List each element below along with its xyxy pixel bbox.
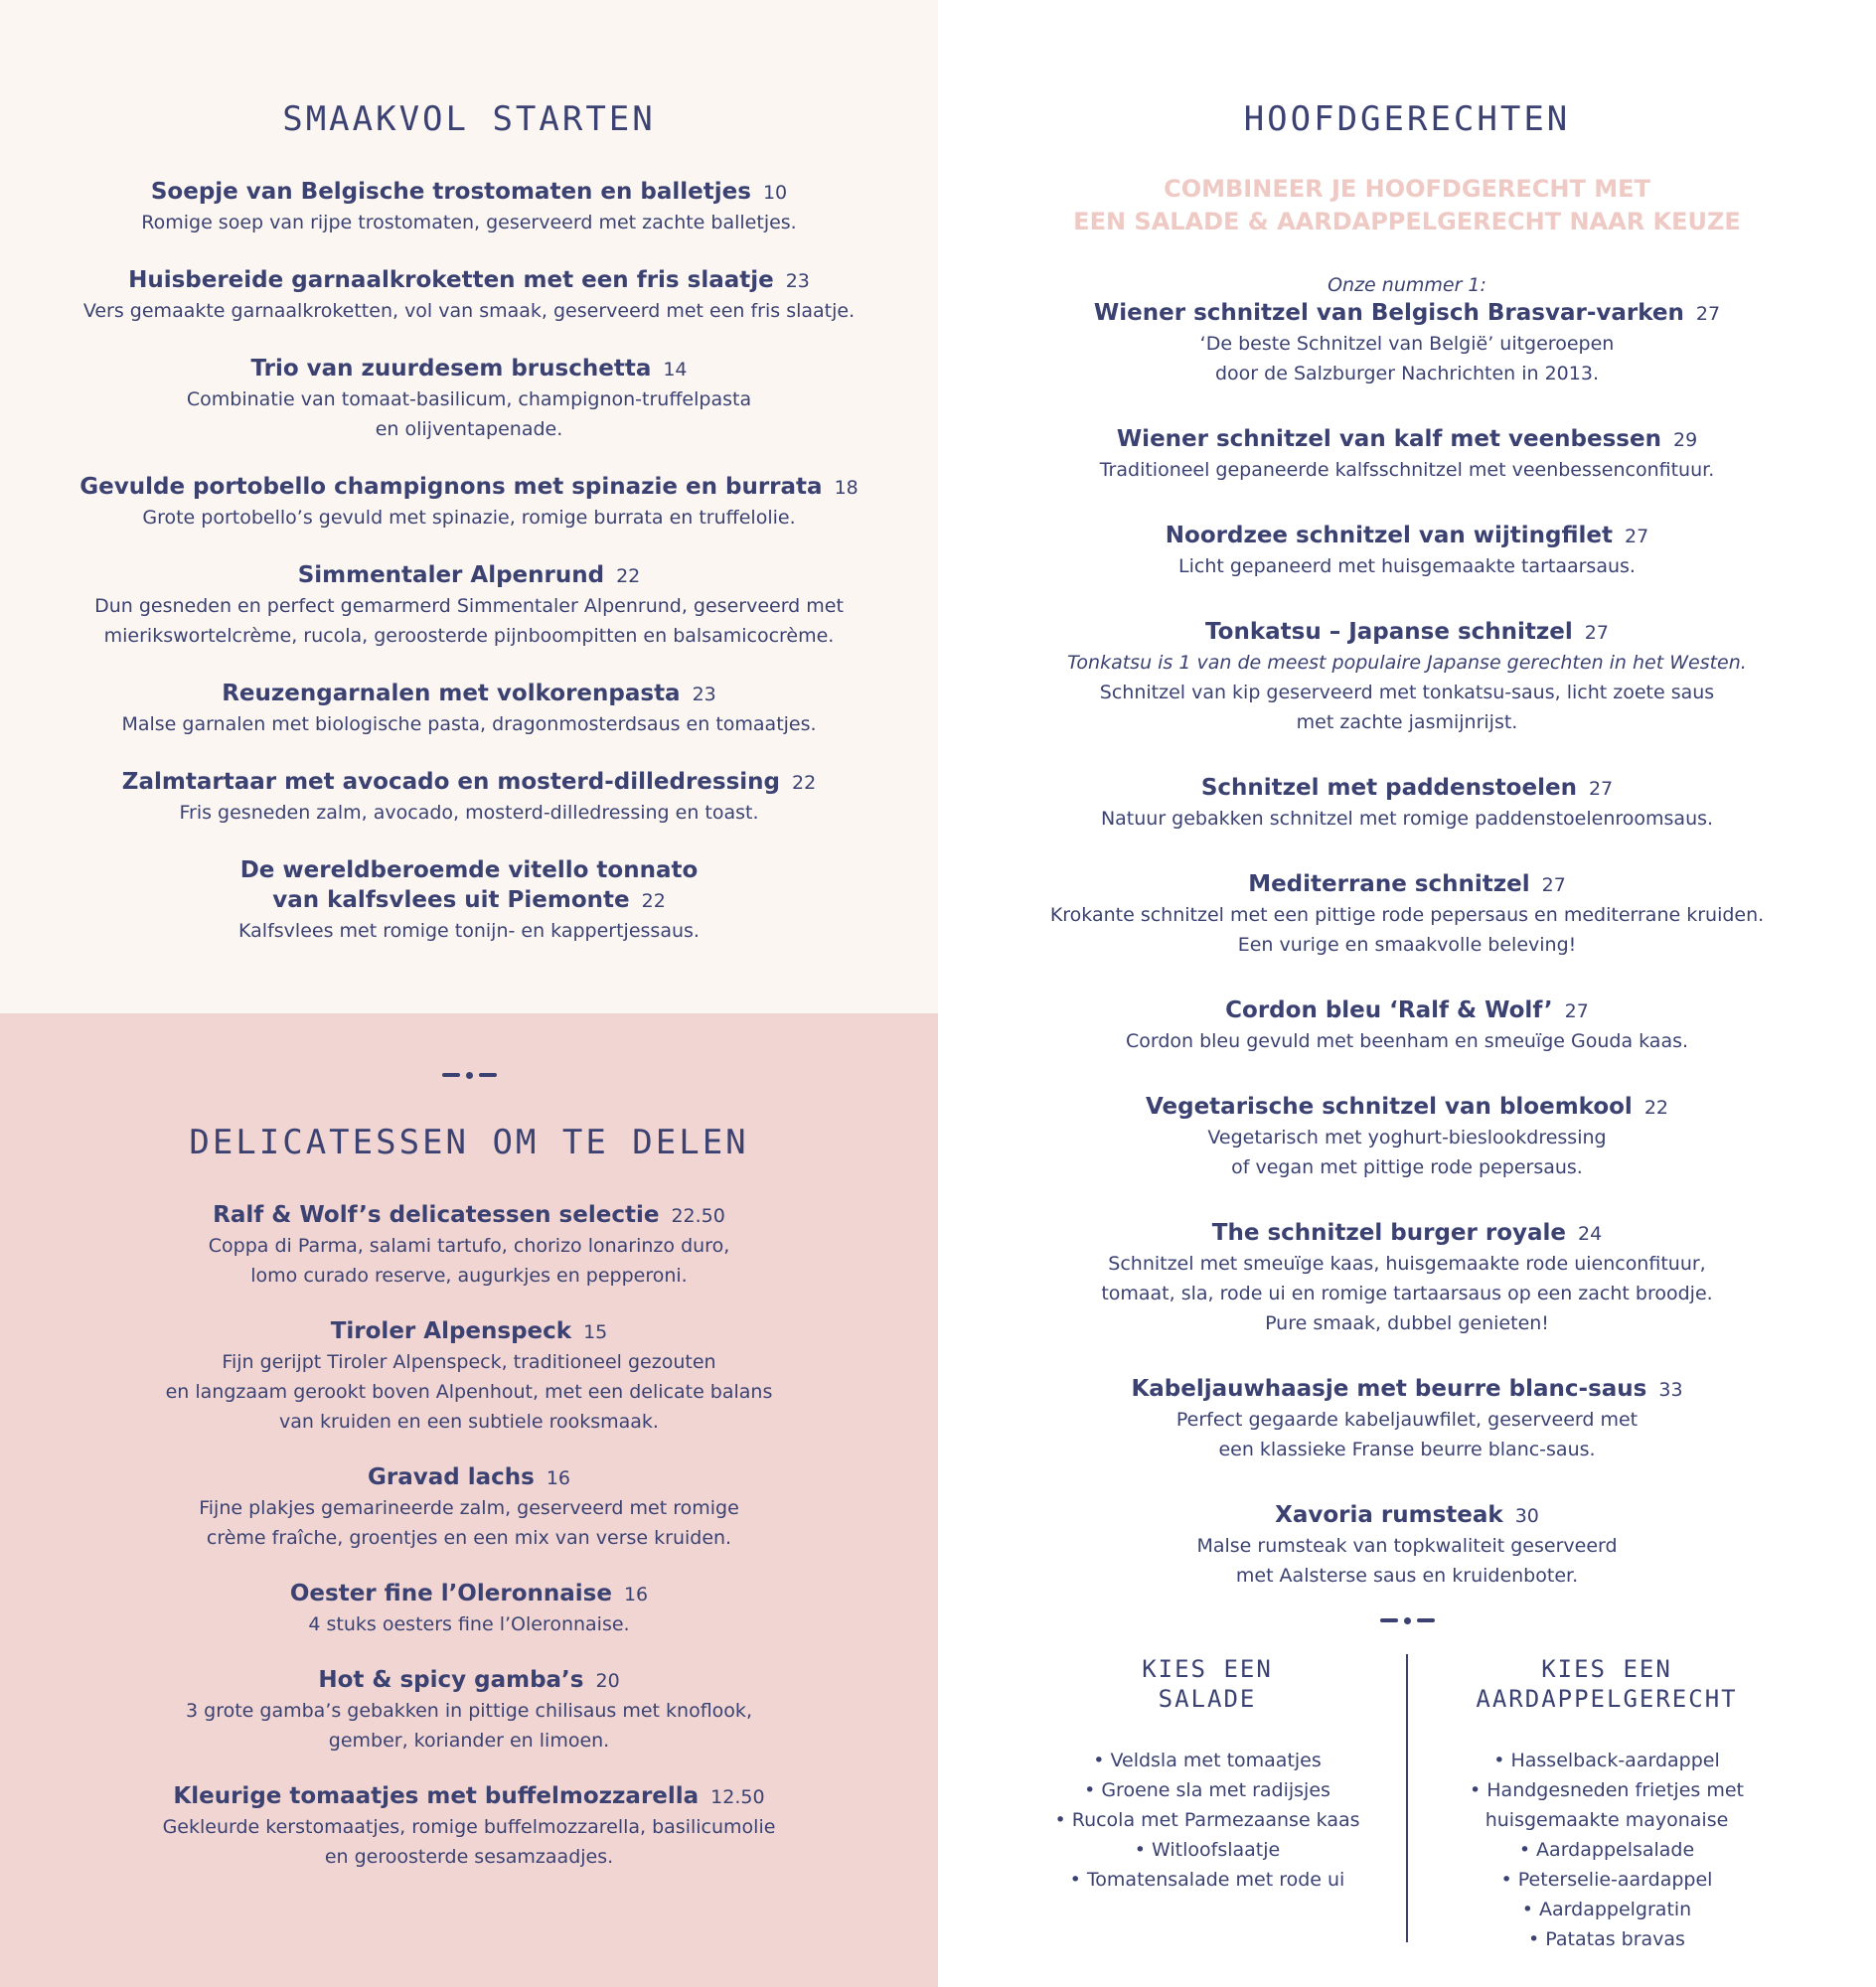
item-price: 22 bbox=[1643, 1097, 1669, 1119]
choice-title-line: SALADE bbox=[1158, 1685, 1257, 1713]
item-description: Fijn gerijpt Tiroler Alpenspeck, traditioneel gezouten bbox=[222, 1351, 716, 1373]
item-price: 27 bbox=[1695, 303, 1721, 325]
combine-notice bbox=[938, 173, 1876, 238]
item-note: Tonkatsu is 1 van de meest populaire Japanse gerechten in het Westen. bbox=[1067, 652, 1747, 674]
item-description: lomo curado reserve, augurkjes en pepperoni. bbox=[250, 1265, 688, 1287]
item-description: Fijne plakjes gemarineerde zalm, geserveerd met romige bbox=[199, 1497, 739, 1519]
list-item: • Handgesneden frietjes met bbox=[1470, 1779, 1744, 1801]
salad-list bbox=[1009, 1746, 1406, 1895]
item-description: 4 stuks oesters fine l’Oleronnaise. bbox=[308, 1613, 630, 1635]
item-name: The schnitzel burger royale 24 bbox=[1211, 1220, 1603, 1246]
item-name: Hot & spicy gamba’s 20 bbox=[318, 1667, 620, 1693]
list-item: • Groene sla met radijsjes bbox=[1084, 1779, 1330, 1801]
item-description: Romige soep van rijpe trostomaten, geserveerd met zachte balletjes. bbox=[141, 212, 797, 233]
menu-item bbox=[970, 773, 1844, 834]
item-description: Een vurige en smaakvolle beleving! bbox=[1237, 934, 1577, 956]
item-price: 24 bbox=[1578, 1223, 1603, 1245]
list-item: • Peterselie-aardappel bbox=[1500, 1869, 1713, 1891]
item-price: 27 bbox=[1564, 1000, 1589, 1022]
item-description: Licht gepaneerd met huisgemaakte tartaarsaus. bbox=[1178, 555, 1636, 577]
item-description: Combinatie van tomaat-basilicum, champignon-truffelpasta bbox=[186, 388, 752, 410]
ornament-dash bbox=[1380, 1618, 1398, 1622]
menu-item bbox=[32, 1781, 906, 1872]
item-description: Gekleurde kerstomaatjes, romige buffelmozzarella, basilicumolie bbox=[162, 1816, 776, 1838]
list-item: • Tomatensalade met rode ui bbox=[1069, 1869, 1345, 1891]
item-description: Malse garnalen met biologische pasta, dragonmosterdsaus en tomaatjes. bbox=[121, 713, 817, 735]
menu-item bbox=[32, 1462, 906, 1553]
item-price: 33 bbox=[1658, 1379, 1683, 1401]
menu-item bbox=[32, 679, 906, 739]
item-price: 16 bbox=[623, 1584, 649, 1605]
menu-item bbox=[970, 521, 1844, 581]
item-name: Kabeljauwhaasje met beurre blanc-saus 33 bbox=[1131, 1376, 1683, 1402]
item-name: Wiener schnitzel van Belgisch Brasvar-varken 27 bbox=[1093, 300, 1721, 326]
item-description: Natuur gebakken schnitzel met romige paddenstoelenroomsaus. bbox=[1100, 808, 1714, 830]
ornament-divider bbox=[938, 1610, 1876, 1630]
item-name: Zalmtartaar met avocado en mosterd-dilledressing 22 bbox=[121, 769, 817, 795]
item-description: gember, koriander en limoen. bbox=[328, 1730, 610, 1752]
item-description: en olijventapenade. bbox=[375, 418, 563, 440]
section-title: HOOFDGERECHTEN bbox=[1243, 99, 1571, 139]
choice-title-line: KIES EEN bbox=[1142, 1655, 1273, 1683]
item-name: Huisbereide garnaalkroketten met een fris slaatje 23 bbox=[128, 267, 810, 293]
starters-section bbox=[0, 0, 938, 1013]
item-price: 27 bbox=[1625, 526, 1649, 547]
item-name: Schnitzel met paddenstoelen 27 bbox=[1200, 775, 1614, 801]
item-name: van kalfsvlees uit Piemonte 22 bbox=[272, 887, 666, 913]
item-price: 20 bbox=[595, 1670, 620, 1692]
item-description: door de Salzburger Nachrichten in 2013. bbox=[1215, 363, 1599, 384]
item-name: Gravad lachs 16 bbox=[367, 1464, 570, 1490]
choice-title-line: AARDAPPELGERECHT bbox=[1476, 1685, 1738, 1713]
section-title: DELICATESSEN OM TE DELEN bbox=[189, 1123, 749, 1162]
list-item: • Patatas bravas bbox=[1528, 1928, 1685, 1950]
item-description: Pure smaak, dubbel genieten! bbox=[1265, 1312, 1549, 1334]
item-description: en langzaam gerookt boven Alpenhout, met een delicate balans bbox=[165, 1381, 773, 1403]
combine-notice-line: COMBINEER JE HOOFDGERECHT MET bbox=[1164, 175, 1650, 203]
item-price: 23 bbox=[692, 684, 716, 705]
item-price: 14 bbox=[663, 359, 688, 381]
side-choices bbox=[938, 1654, 1876, 1954]
item-name: Simmentaler Alpenrund 22 bbox=[297, 562, 641, 588]
item-description: Malse rumsteak van topkwaliteit geserveerd bbox=[1196, 1535, 1618, 1557]
choice-title bbox=[1408, 1654, 1805, 1714]
list-item: • Rucola met Parmezaanse kaas bbox=[1054, 1809, 1360, 1831]
item-name: Wiener schnitzel van kalf met veenbessen 29 bbox=[1116, 426, 1698, 452]
item-description: Schnitzel van kip geserveerd met tonkatsu-saus, licht zoete saus bbox=[1099, 682, 1715, 703]
menu-item bbox=[32, 560, 906, 651]
item-description: Krokante schnitzel met een pittige rode pepersaus en mediterrane kruiden. bbox=[1049, 904, 1765, 926]
ornament-dash bbox=[442, 1073, 460, 1077]
item-price: 22 bbox=[792, 772, 817, 794]
potato-list bbox=[1408, 1746, 1805, 1954]
menu-item bbox=[970, 869, 1844, 960]
ornament-dash bbox=[1417, 1618, 1435, 1622]
item-description: met Aalsterse saus en kruidenboter. bbox=[1235, 1565, 1579, 1587]
item-name: De wereldberoemde vitello tonnato bbox=[239, 857, 699, 883]
item-description: Schnitzel met smeuïge kaas, huisgemaakte rode uienconfituur, bbox=[1108, 1253, 1706, 1275]
item-description: Kalfsvlees met romige tonijn- en kappertjessaus. bbox=[238, 920, 700, 942]
combine-notice-line: EEN SALADE & AARDAPPELGERECHT NAAR KEUZE bbox=[1073, 208, 1741, 235]
item-description: van kruiden en een subtiele rooksmaak. bbox=[279, 1411, 659, 1433]
list-item: • Hasselback-aardappel bbox=[1493, 1750, 1720, 1771]
item-description: crème fraîche, groentjes en een mix van verse kruiden. bbox=[206, 1527, 732, 1549]
list-item: huisgemaakte mayonaise bbox=[1485, 1809, 1729, 1831]
item-price: 22.50 bbox=[671, 1205, 725, 1227]
menu-item bbox=[970, 995, 1844, 1056]
item-price: 22 bbox=[641, 890, 666, 912]
potato-choices bbox=[1408, 1654, 1805, 1954]
choice-title-line: KIES EEN bbox=[1541, 1655, 1672, 1683]
item-description: Dun gesneden en perfect gemarmerd Simmentaler Alpenrund, geserveerd met bbox=[94, 595, 844, 617]
item-description: en geroosterde sesamzaadjes. bbox=[324, 1846, 614, 1868]
menu-item bbox=[970, 424, 1844, 485]
item-name: Kleurige tomaatjes met buffelmozzarella 12.50 bbox=[173, 1783, 765, 1809]
item-price: 10 bbox=[762, 182, 788, 204]
menu-item bbox=[32, 472, 906, 533]
menu-item bbox=[970, 617, 1844, 737]
item-description: Perfect gegaarde kabeljauwfilet, geserveerd met bbox=[1175, 1409, 1639, 1431]
item-description: Vegetarisch met yoghurt-bieslookdressing bbox=[1207, 1127, 1607, 1148]
item-price: 30 bbox=[1514, 1505, 1539, 1527]
item-name: Tiroler Alpenspeck 15 bbox=[330, 1318, 608, 1344]
menu-item bbox=[970, 1500, 1844, 1591]
item-price: 27 bbox=[1584, 622, 1609, 644]
item-name: Xavoria rumsteak 30 bbox=[1275, 1502, 1539, 1528]
item-name: Oester fine l’Oleronnaise 16 bbox=[289, 1581, 649, 1606]
menu-item bbox=[32, 1665, 906, 1756]
ornament-dot bbox=[1404, 1617, 1411, 1624]
item-name: Gevulde portobello champignons met spinazie en burrata 18 bbox=[79, 474, 859, 500]
list-item: • Aardappelgratin bbox=[1521, 1899, 1692, 1920]
salad-choices bbox=[1009, 1654, 1406, 1954]
item-price: 15 bbox=[583, 1321, 608, 1343]
item-description: Cordon bleu gevuld met beenham en smeuïge Gouda kaas. bbox=[1125, 1030, 1689, 1052]
item-price: 18 bbox=[834, 477, 859, 499]
item-description: Vers gemaakte garnaalkroketten, vol van smaak, geserveerd met een fris slaatje. bbox=[82, 300, 856, 322]
mains-section bbox=[938, 0, 1876, 1987]
item-description: 3 grote gamba’s gebakken in pittige chilisaus met knoflook, bbox=[186, 1700, 752, 1722]
menu-item bbox=[32, 354, 906, 444]
item-name: Noordzee schnitzel van wijtingfilet 27 bbox=[1165, 523, 1649, 548]
item-description: mierikswortelcrème, rucola, geroosterde pijnboompitten en balsamicocrème. bbox=[103, 625, 835, 647]
list-item: • Aardappelsalade bbox=[1518, 1839, 1695, 1861]
item-price: 22 bbox=[616, 565, 641, 587]
choice-title bbox=[1009, 1654, 1406, 1714]
ornament-dash bbox=[479, 1073, 497, 1077]
menu-item bbox=[32, 767, 906, 828]
item-name: Tonkatsu – Japanse schnitzel 27 bbox=[1205, 619, 1609, 645]
menu-item bbox=[32, 1579, 906, 1639]
menu-item bbox=[970, 1092, 1844, 1182]
menu-item bbox=[32, 1200, 906, 1291]
menu-item bbox=[970, 272, 1844, 388]
item-price: 27 bbox=[1541, 874, 1566, 896]
list-item: • Veldsla met tomaatjes bbox=[1093, 1750, 1322, 1771]
item-name: Soepje van Belgische trostomaten en balletjes 10 bbox=[150, 179, 788, 205]
item-name: Cordon bleu ‘Ralf & Wolf’ 27 bbox=[1225, 997, 1589, 1023]
section-title: SMAAKVOL STARTEN bbox=[282, 99, 656, 139]
menu-item bbox=[32, 1316, 906, 1437]
ornament-dot bbox=[466, 1072, 473, 1079]
item-description: ‘De beste Schnitzel van België’ uitgeroepen bbox=[1199, 333, 1615, 355]
item-price: 16 bbox=[546, 1467, 570, 1489]
item-description: met zachte jasmijnrijst. bbox=[1296, 711, 1518, 733]
item-name: Ralf & Wolf’s delicatessen selectie 22.50 bbox=[213, 1202, 725, 1228]
item-name: Vegetarische schnitzel van bloemkool 22 bbox=[1145, 1094, 1669, 1120]
item-name: Reuzengarnalen met volkorenpasta 23 bbox=[222, 681, 716, 706]
item-description: een klassieke Franse beurre blanc-saus. bbox=[1218, 1439, 1596, 1460]
item-intro: Onze nummer 1: bbox=[1328, 274, 1486, 296]
list-item: • Witloofslaatje bbox=[1134, 1839, 1281, 1861]
item-description: of vegan met pittige rode pepersaus. bbox=[1231, 1156, 1583, 1178]
menu-item bbox=[970, 1218, 1844, 1338]
item-price: 29 bbox=[1672, 429, 1698, 451]
menu-item bbox=[32, 855, 906, 946]
item-description: tomaat, sla, rode ui en romige tartaarsaus op een zacht broodje. bbox=[1101, 1283, 1713, 1304]
menu-item bbox=[32, 265, 906, 326]
item-price: 12.50 bbox=[710, 1786, 765, 1808]
item-description: Grote portobello’s gevuld met spinazie, romige burrata en truffelolie. bbox=[142, 507, 796, 529]
item-description: Traditioneel gepaneerde kalfsschnitzel met veenbessenconfituur. bbox=[1099, 459, 1715, 481]
menu-item bbox=[970, 1374, 1844, 1464]
item-description: Coppa di Parma, salami tartufo, chorizo lonarinzo duro, bbox=[208, 1235, 730, 1257]
ornament-divider bbox=[0, 1065, 938, 1085]
menu-item bbox=[32, 177, 906, 237]
item-description: Fris gesneden zalm, avocado, mosterd-dilledressing en toast. bbox=[179, 802, 759, 824]
item-price: 23 bbox=[785, 270, 810, 292]
item-name: Mediterrane schnitzel 27 bbox=[1248, 871, 1566, 897]
item-price: 27 bbox=[1588, 778, 1614, 800]
sharing-section bbox=[0, 1013, 938, 1987]
item-name: Trio van zuurdesem bruschetta 14 bbox=[250, 356, 688, 382]
